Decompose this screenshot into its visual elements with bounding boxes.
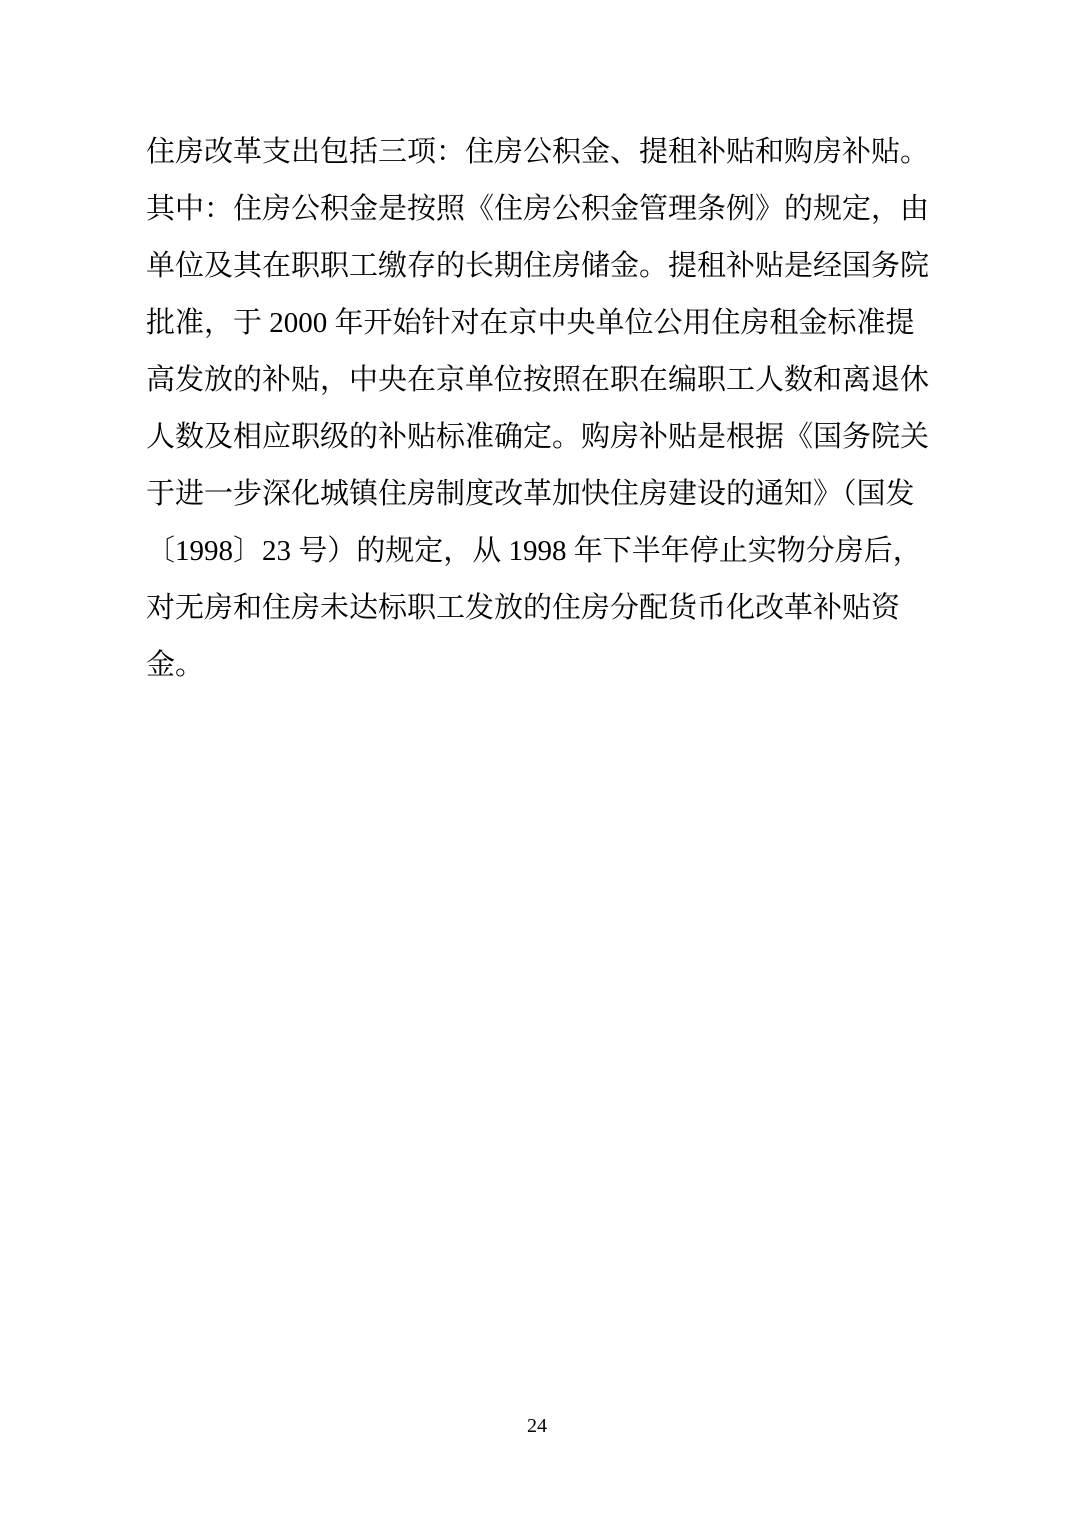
paragraph-line: 住房改革支出包括三项：住房公积金、提租补贴和购房补贴。	[146, 136, 930, 168]
page-number: 24	[527, 1415, 547, 1437]
paragraph-line: 其中：住房公积金是按照《住房公积金管理条例》的规定，由	[146, 193, 930, 225]
paragraph-line: 批准，于 2000 年开始针对在京中央单位公用住房租金标准提	[146, 307, 915, 339]
paragraph-line: 高发放的补贴，中央在京单位按照在职在编职工人数和离退休	[146, 364, 930, 396]
paragraph-line: 〔1998〕23 号）的规定，从 1998 年下半年停止实物分房后，	[146, 535, 922, 567]
paragraph-line: 于进一步深化城镇住房制度改革加快住房建设的通知》（国发	[146, 478, 915, 510]
paragraph-line: 单位及其在职职工缴存的长期住房储金。提租补贴是经国务院	[146, 250, 930, 282]
paragraph-line: 对无房和住房未达标职工发放的住房分配货币化改革补贴资	[146, 592, 901, 624]
paragraph-line: 金。	[146, 649, 205, 681]
paragraph	[146, 124, 936, 694]
paragraph-line: 人数及相应职级的补贴标准确定。购房补贴是根据《国务院关	[146, 421, 930, 453]
